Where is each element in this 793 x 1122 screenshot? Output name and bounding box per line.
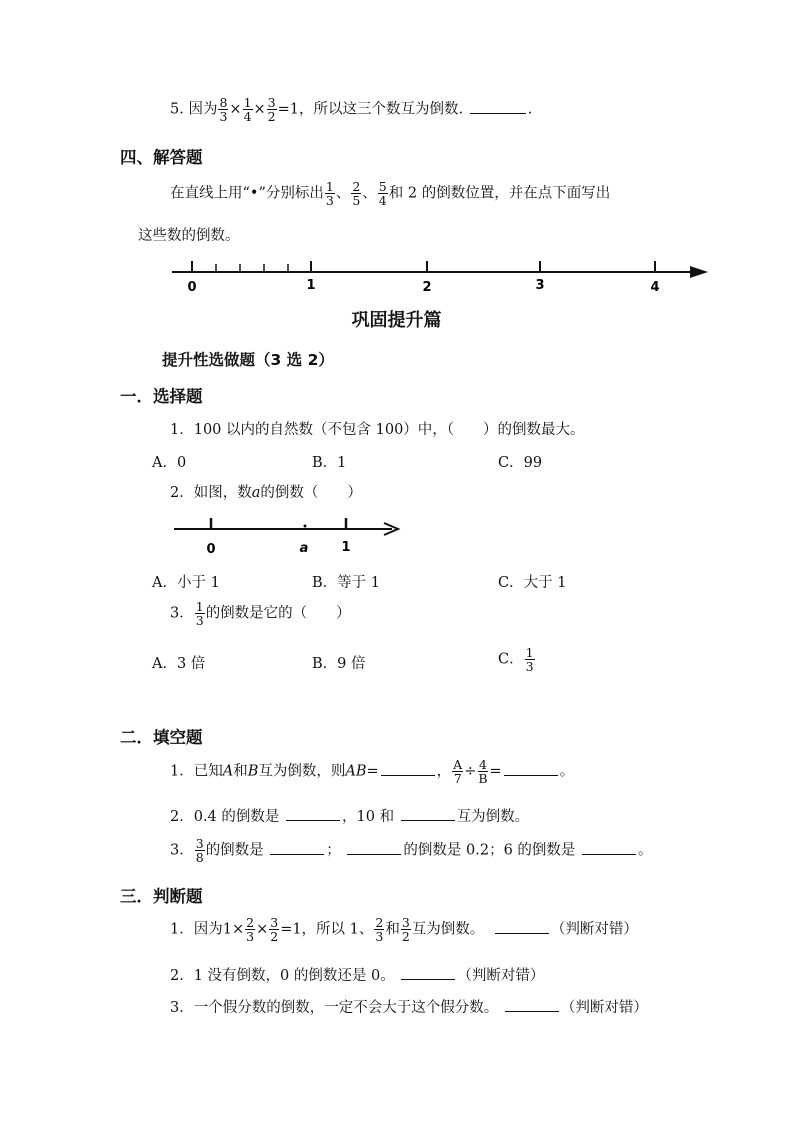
- section-4-title: 四、解答题: [120, 148, 203, 167]
- axis-label-2: 2: [422, 280, 432, 295]
- fraction: $\frac{1}{3}$: [525, 645, 534, 675]
- q5-number: 5.: [170, 101, 184, 118]
- part3-title: 三．判断题: [120, 887, 203, 906]
- answer-blank[interactable]: [270, 853, 324, 855]
- p1-q1-option-c[interactable]: C．99: [498, 455, 543, 471]
- fraction: $\frac{5}{4}$: [378, 179, 387, 209]
- p1-q2-option-c[interactable]: C．大于 1: [498, 575, 567, 591]
- fraction: $\frac{8}{3}$: [219, 95, 228, 125]
- p1-q3-option-b[interactable]: B．9 倍: [312, 656, 366, 672]
- fraction: $\frac{1}{3}$: [195, 599, 204, 629]
- p1-q1-option-b[interactable]: B．1: [312, 455, 347, 471]
- axis-arrow: [690, 266, 708, 278]
- q5-text: 因为: [188, 101, 218, 118]
- point-a: [304, 525, 307, 528]
- answer-blank[interactable]: [582, 853, 636, 855]
- subtitle: 提升性选做题（3 选 2）: [162, 351, 334, 369]
- fraction: $\frac{2}{5}$: [352, 179, 361, 209]
- axis-label-3: 3: [535, 278, 545, 293]
- fraction: $\frac{A}{7}$: [453, 757, 463, 787]
- p2-q2-text: 2．0.4 的倒数是 ，10 和 互为倒数。: [170, 809, 530, 825]
- sec4-line1: 在直线上用“•”分别标出 $\frac{1}{3}$ 、 $\frac{2}{5}$ 、 $\frac{5}{4}$ 和 2 的倒数位置，并在点下面写出: [170, 179, 611, 209]
- axis-label-0: 0: [187, 280, 197, 295]
- p1-q2-option-b[interactable]: B．等于 1: [312, 575, 380, 591]
- p1-q1-text: 1．100 以内的自然数（不包含 100）中，（ ）的倒数最大。: [170, 422, 585, 438]
- axis-label-4: 4: [650, 280, 660, 295]
- answer-blank[interactable]: [381, 774, 435, 776]
- main-title: 巩固提升篇: [351, 310, 442, 331]
- part1-title: 一．选择题: [120, 387, 203, 406]
- p3-q3-text: 3．一个假分数的倒数，一定不会大于这个假分数。 （判断对错）: [170, 1000, 648, 1016]
- p1-q3-option-a[interactable]: A．3 倍: [152, 656, 206, 672]
- axis-label-0: 0: [206, 542, 216, 557]
- fraction: $\frac{3}{8}$: [195, 836, 204, 866]
- axis-arrow: [384, 523, 398, 535]
- axis-label-1: 1: [306, 278, 316, 293]
- fraction: $\frac{3}{2}$: [401, 915, 410, 945]
- p1-q3-option-c[interactable]: C． $\frac{1}{3}$: [498, 645, 534, 675]
- fraction: $\frac{4}{B}$: [478, 757, 488, 787]
- number-line-1: [0, 0, 793, 300]
- p2-q3-text: 3． $\frac{3}{8}$ 的倒数是 ； 的倒数是 0.2；6 的倒数是 。: [170, 836, 653, 866]
- answer-blank[interactable]: [401, 978, 455, 980]
- fraction: $\frac{1}{3}$: [325, 179, 334, 209]
- p1-q2-text: 2．如图，数a的倒数（ ）: [170, 485, 362, 501]
- fraction: $\frac{1}{4}$: [243, 95, 252, 125]
- p1-q2-option-a[interactable]: A．小于 1: [152, 575, 220, 591]
- fraction: $\frac{3}{2}$: [270, 915, 279, 945]
- axis-label-a: a: [299, 541, 309, 556]
- p3-q1-text: 1．因为1× $\frac{2}{3}$ × $\frac{3}{2}$ =1，所以 1、 $\frac{2}{3}$ 和 $\frac{3}{2}$ 互为倒数。 （判断对错）: [170, 915, 638, 945]
- answer-blank[interactable]: [495, 932, 549, 934]
- q5-line: 5. 因为 $\frac{8}{3}$ × $\frac{1}{4}$ × $\frac{3}{2}$ =1，所以这三个数互为倒数. .: [170, 95, 533, 125]
- q5-text-2: =1，所以这三个数互为倒数.: [277, 101, 464, 118]
- part2-title: 二．填空题: [120, 728, 203, 747]
- answer-blank[interactable]: [286, 819, 340, 821]
- p3-q2-text: 2．1 没有倒数，0 的倒数还是 0。 （判断对错）: [170, 968, 545, 984]
- fraction: $\frac{2}{3}$: [246, 915, 255, 945]
- fraction: $\frac{3}{2}$: [267, 95, 276, 125]
- fraction: $\frac{2}{3}$: [375, 915, 384, 945]
- p1-q1-option-a[interactable]: A．0: [152, 455, 187, 471]
- answer-blank[interactable]: [347, 853, 401, 855]
- answer-blank[interactable]: [401, 819, 455, 821]
- answer-blank[interactable]: [505, 1010, 559, 1012]
- p2-q1-text: 1．已知A和B互为倒数，则AB= ， $\frac{A}{7}$ ÷ $\frac{4}{B}$ = 。: [170, 757, 575, 787]
- p1-q3-text: 3． $\frac{1}{3}$ 的倒数是它的（ ）: [170, 599, 351, 629]
- answer-blank[interactable]: [504, 774, 558, 776]
- sec4-line2: 这些数的倒数。: [138, 228, 240, 244]
- axis-label-1: 1: [341, 540, 351, 555]
